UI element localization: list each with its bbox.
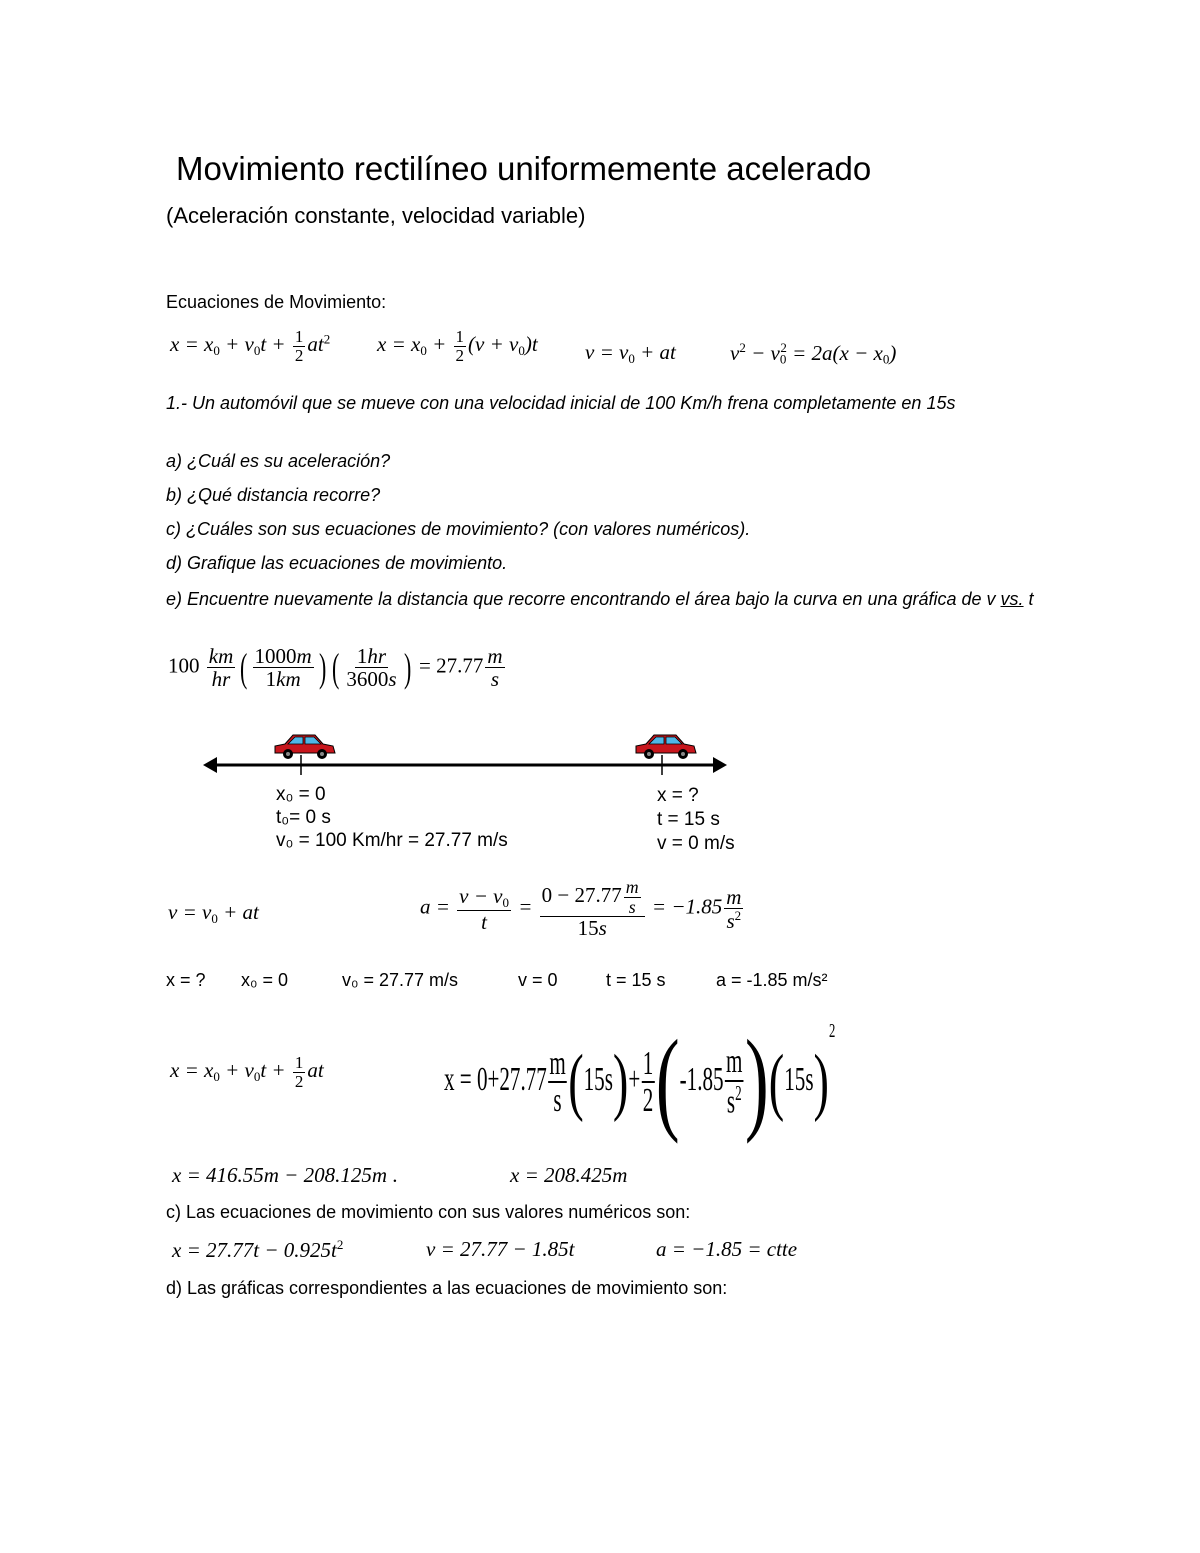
end-velocity: v = 0 m/s xyxy=(657,833,735,854)
equation-velocity-repeat: $v = v_0$ + at xyxy=(168,900,259,926)
result-d-heading: d) Las gráficas correspondientes a las ecuaciones de movimiento son: xyxy=(166,1278,728,1298)
distance-substitution: x = 0+27.77 $\frac{m}{s}$ (15s)+ $\frac{1}{2}$ (-1.85 $\frac{m}{s^2}$ )$(15s)^2$ xyxy=(444,1017,836,1146)
equation-velocity-squared: $v^2 - v_0^2 = 2a(x - x_0)$ xyxy=(730,340,897,367)
question-a: a) ¿Cuál es su aceleración? xyxy=(166,451,391,471)
arrow-left-icon xyxy=(203,757,217,773)
start-time: t₀= 0 s xyxy=(276,807,331,828)
start-velocity: v₀ = 100 Km/hr = 27.77 m/s xyxy=(276,830,508,851)
numeric-velocity-equation: v = 27.77 − 1.85t xyxy=(426,1237,575,1261)
start-conditions xyxy=(276,783,508,852)
known-t: t = 15 s xyxy=(606,970,666,990)
known-v0: v₀ = 27.77 m/s xyxy=(342,970,459,990)
problem-statement: 1.- Un automóvil que se mueve con una velocidad inicial de 100 Km/h frena completamente en 15s xyxy=(166,393,956,413)
numeric-position-equation: $x = 27.77t - 0.925t^2$ xyxy=(172,1237,344,1262)
page-subtitle: (Aceleración constante, velocidad variable) xyxy=(166,203,586,228)
known-v: v = 0 xyxy=(518,970,558,990)
motion-diagram xyxy=(195,725,740,785)
end-conditions xyxy=(657,784,735,856)
question-d: d) Grafique las ecuaciones de movimiento. xyxy=(166,553,508,573)
unit-conversion: 100 $\frac{km}{hr}$ ( $\frac{1000m}{1km}$ ) ( $\frac{1hr}{3600s}$ ) = 27.77 $\frac{m}{s}$ xyxy=(168,644,503,692)
car-start-icon xyxy=(275,735,335,759)
equation-velocity: $v = v_0$ + at xyxy=(585,340,676,366)
equations-heading: Ecuaciones de Movimiento: xyxy=(166,292,387,312)
question-b: b) ¿Qué distancia recorre? xyxy=(166,485,381,505)
equation-position: $x = x_0 + v_0t$ + $\frac{1}{2}$ $at^2$ xyxy=(170,327,331,365)
end-time: t = 15 s xyxy=(657,809,720,830)
equation-position-repeat: $x = x_0 + v_0t$ + $\frac{1}{2}$ at xyxy=(170,1053,324,1091)
result-c-heading: c) Las ecuaciones de movimiento con sus valores numéricos son: xyxy=(166,1202,691,1222)
arrow-right-icon xyxy=(713,757,727,773)
numeric-acceleration-equation: a = −1.85 = ctte xyxy=(656,1237,798,1261)
known-a: a = -1.85 m/s² xyxy=(716,970,828,990)
distance-result-partial: x = 416.55m − 208.125m . xyxy=(172,1163,398,1187)
equation-position-average: $x = x_0$ + $\frac{1}{2}$ $(v + v_0)t$ xyxy=(377,327,538,365)
car-end-icon xyxy=(636,735,696,759)
start-position: x₀ = 0 xyxy=(276,784,326,805)
acceleration-calculation: a = $\frac{v - v_0}{t}$ = 0 − 27.77 $\frac{m}{s}$ 15s = −1.85 $\frac{m}{s^2}$ xyxy=(420,877,742,941)
question-c: c) ¿Cuáles son sus ecuaciones de movimiento? (con valores numéricos). xyxy=(166,519,751,539)
page-title: Movimiento rectilíneo uniformemente acelerado xyxy=(176,150,872,187)
question-e: e) Encuentre nuevamente la distancia que recorre encontrando el área bajo la curva en una gráfica de v vs. t xyxy=(166,589,1034,609)
known-x: x = ? xyxy=(166,970,206,990)
known-x0: x₀ = 0 xyxy=(241,970,288,990)
distance-result: x = 208.425m xyxy=(510,1163,628,1187)
end-position: x = ? xyxy=(657,785,699,806)
